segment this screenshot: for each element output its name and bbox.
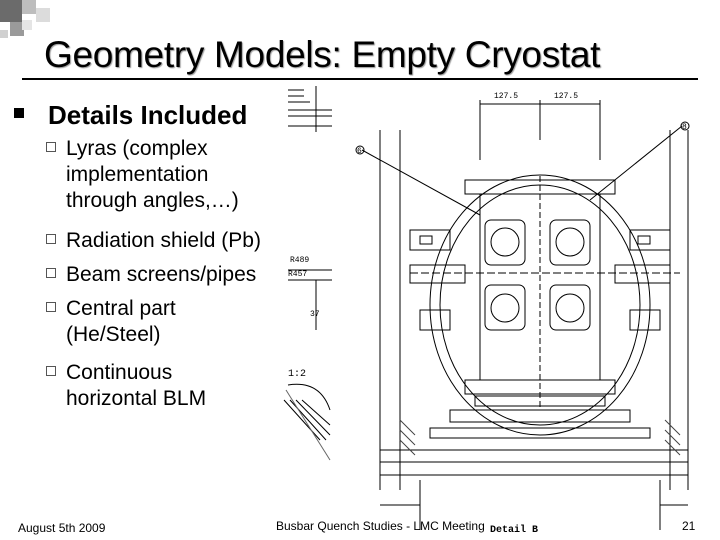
footer-center: Busbar Quench Studies - LMC Meeting	[276, 519, 485, 533]
callout-label-8: 8	[682, 123, 687, 132]
decor-square-2	[22, 0, 36, 14]
checkbox-bullet-icon	[46, 302, 56, 312]
sub-bullet-text: Continuous horizontal BLM	[66, 361, 207, 410]
sub-bullet-text: Lyras (complex implementation through angles,…)	[66, 137, 239, 212]
dim-label-2: 127.5	[554, 92, 579, 101]
detail-label: Detail B	[490, 525, 539, 535]
decor-square-5	[22, 20, 32, 30]
page-number: 21	[682, 519, 696, 533]
decor-square-1	[0, 0, 22, 22]
cryostat-drawing	[280, 80, 700, 535]
callout-label-6: 6	[357, 147, 362, 156]
main-bullet-text: Details Included	[48, 100, 248, 130]
radius-label-1: R489	[290, 256, 310, 265]
checkbox-bullet-icon	[46, 366, 56, 376]
scale-label: 1:2	[288, 369, 307, 380]
checkbox-bullet-icon	[46, 268, 56, 278]
checkbox-bullet-icon	[46, 234, 56, 244]
dim-label-1: 127.5	[494, 92, 519, 101]
side-dim-label: 37	[310, 310, 320, 319]
sub-bullet-text: Central part (He/Steel)	[66, 297, 176, 346]
checkbox-bullet-icon	[46, 142, 56, 152]
footer-date: August 5th 2009	[18, 521, 106, 535]
decor-square-4	[36, 8, 50, 22]
decor-square-6	[0, 30, 8, 38]
sub-bullet-text: Radiation shield (Pb)	[66, 229, 261, 252]
radius-label-2: R457	[288, 270, 308, 279]
slide-title: Geometry Models: Empty Cryostat	[44, 34, 601, 75]
sub-bullet-text: Beam screens/pipes	[66, 263, 257, 286]
square-bullet-icon	[14, 108, 24, 118]
